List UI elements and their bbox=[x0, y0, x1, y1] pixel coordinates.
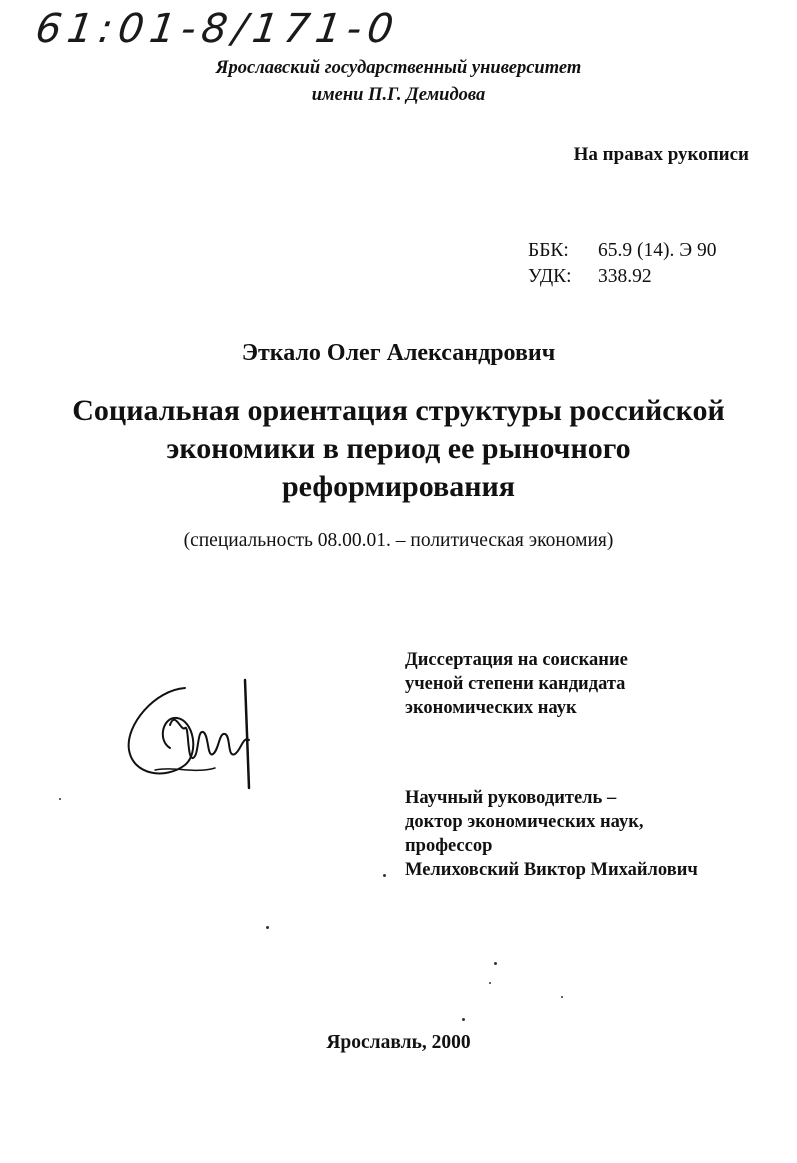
university-line-1: Ярославский государственный университет bbox=[215, 58, 582, 78]
supervisor-name: Мелиховский Виктор Михайлович bbox=[405, 860, 698, 880]
supervisor-block bbox=[405, 786, 698, 882]
dissertation-degree bbox=[405, 648, 628, 720]
udk-value: 338.92 bbox=[598, 266, 652, 287]
degree-line-3: экономических наук bbox=[405, 698, 577, 718]
archive-code: 61:01-8/171-0 bbox=[32, 6, 403, 52]
udk-label: УДК: bbox=[528, 266, 572, 287]
degree-line-2: ученой степени кандидата bbox=[405, 674, 626, 694]
title-line-3: реформирования bbox=[281, 470, 515, 503]
scan-speck bbox=[494, 962, 497, 965]
bbk-value: 65.9 (14). Э 90 bbox=[598, 240, 717, 261]
specialty: (специальность 08.00.01. – политическая экономия) bbox=[183, 530, 614, 551]
signature-image bbox=[115, 670, 275, 800]
bbk-row bbox=[528, 238, 717, 264]
scan-speck bbox=[266, 926, 269, 929]
scan-speck bbox=[561, 996, 563, 998]
scan-speck bbox=[489, 982, 491, 984]
city-year: Ярославль, 2000 bbox=[326, 1032, 471, 1053]
supervisor-line-2: доктор экономических наук, bbox=[405, 812, 644, 832]
author-name: Эткало Олег Александрович bbox=[241, 340, 556, 366]
scan-speck bbox=[59, 798, 61, 800]
supervisor-line-3: профессор bbox=[405, 836, 493, 856]
classification-block bbox=[528, 238, 717, 290]
supervisor-line-1: Научный руководитель – bbox=[405, 788, 617, 808]
title-line-1: Социальная ориентация структуры российской bbox=[72, 394, 725, 427]
scan-speck bbox=[383, 874, 386, 877]
degree-line-1: Диссертация на соискание bbox=[405, 650, 628, 670]
university-name bbox=[0, 55, 797, 109]
university-line-2: имени П.Г. Демидова bbox=[311, 85, 486, 105]
scan-speck bbox=[462, 1018, 465, 1021]
udk-row bbox=[528, 264, 717, 290]
title-line-2: экономики в период ее рыночного bbox=[166, 432, 631, 465]
dissertation-title bbox=[0, 392, 797, 506]
bbk-label: ББК: bbox=[528, 240, 569, 261]
manuscript-note: На правах рукописи bbox=[573, 144, 749, 165]
